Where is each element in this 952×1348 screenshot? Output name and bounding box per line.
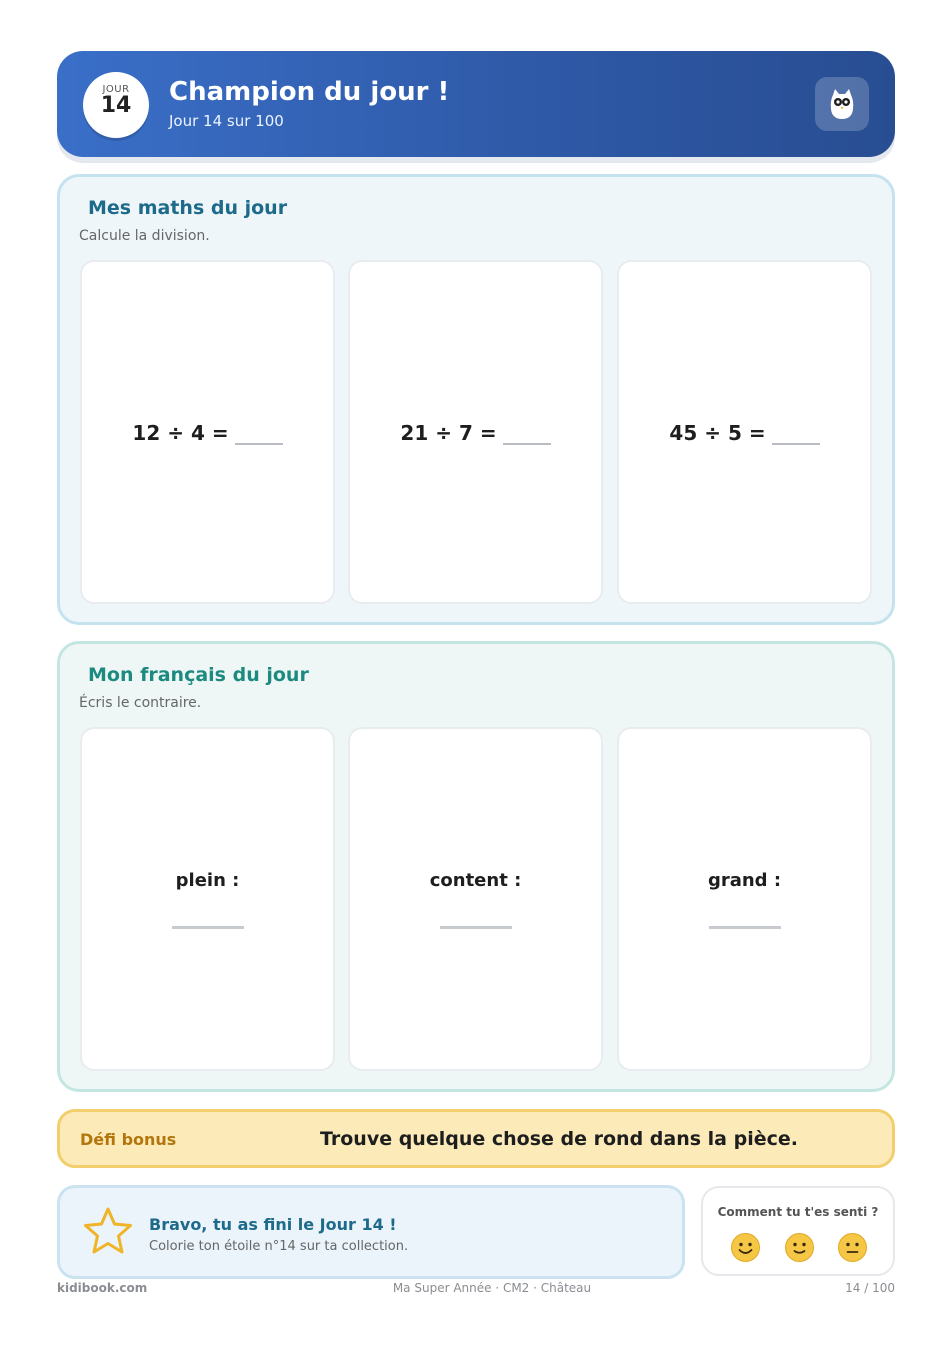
math-exercise: 45 ÷ 5 = — [669, 421, 766, 445]
mascot-badge — [815, 77, 869, 131]
feeling-box — [701, 1186, 895, 1276]
answer-blank[interactable] — [503, 443, 551, 445]
word-prompt: grand : — [707, 870, 782, 891]
bonus-text: Trouve quelque chose de rond dans la pièce. — [320, 1128, 798, 1150]
happy-face-icon[interactable] — [730, 1232, 761, 1263]
answer-blank[interactable] — [172, 926, 244, 929]
answer-blank[interactable] — [709, 926, 781, 929]
french-instruction: Écris le contraire. — [79, 695, 202, 711]
completion-banner — [57, 1185, 685, 1279]
completion-title: Bravo, tu as fini le Jour 14 ! — [149, 1215, 397, 1234]
math-card — [80, 260, 335, 604]
maths-instruction: Calcule la division. — [79, 228, 210, 244]
answer-blank[interactable] — [772, 443, 820, 445]
star-icon[interactable] — [82, 1206, 134, 1256]
day-number: 14 — [100, 93, 132, 118]
answer-blank[interactable] — [235, 443, 283, 445]
french-title: Mon français du jour — [88, 664, 309, 686]
owl-icon — [828, 87, 856, 121]
footer-page: 14 / 100 — [845, 1281, 895, 1295]
french-section — [57, 641, 895, 1092]
neutral-face-icon[interactable] — [837, 1232, 868, 1263]
word-card — [617, 727, 872, 1071]
footer-site: kidibook.com — [57, 1281, 148, 1295]
bonus-label: Défi bonus — [80, 1130, 177, 1149]
completion-subtitle: Colorie ton étoile n°14 sur ta collection. — [149, 1239, 409, 1254]
math-card — [348, 260, 603, 604]
page-subtitle: Jour 14 sur 100 — [169, 112, 284, 130]
math-exercise: 21 ÷ 7 = — [400, 421, 497, 445]
word-prompt: content : — [429, 870, 522, 891]
math-exercise: 12 ÷ 4 = — [132, 421, 229, 445]
maths-title: Mes maths du jour — [88, 197, 288, 219]
feeling-title: Comment tu t'es senti ? — [717, 1205, 879, 1219]
bonus-challenge — [57, 1109, 895, 1168]
math-card — [617, 260, 872, 604]
day-label: JOUR — [102, 84, 130, 95]
word-card — [80, 727, 335, 1071]
page-title: Champion du jour ! — [169, 77, 450, 107]
day-header — [57, 51, 895, 157]
answer-blank[interactable] — [440, 926, 512, 929]
smile-face-icon[interactable] — [784, 1232, 815, 1263]
day-badge — [83, 72, 149, 138]
word-card — [348, 727, 603, 1071]
footer-book: Ma Super Année · CM2 · Château — [392, 1281, 592, 1295]
word-prompt: plein : — [175, 870, 240, 891]
maths-section — [57, 174, 895, 625]
